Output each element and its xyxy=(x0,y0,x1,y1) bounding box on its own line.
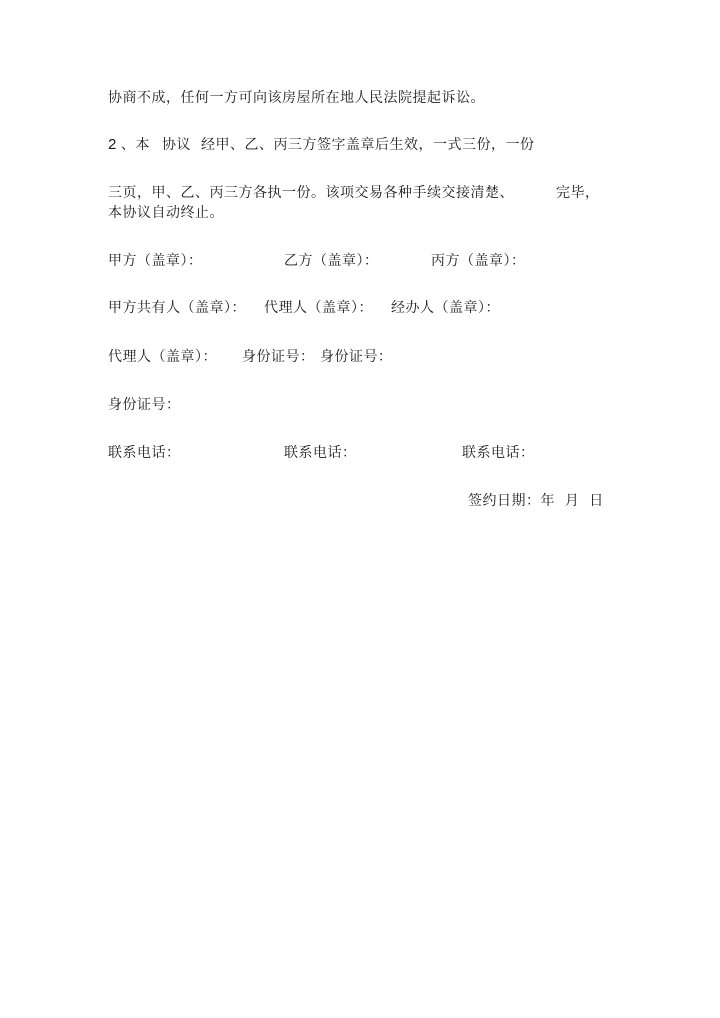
co-owner-seal-label: 甲方共有人（盖章）： xyxy=(108,300,246,316)
party-c-seal-label: 丙方（盖章）： xyxy=(431,253,526,269)
sign-date-label: 签约日期：年 月 日 xyxy=(468,493,604,509)
id-number-label-a: 身份证号： xyxy=(108,397,181,413)
phone-label-b: 联系电话： xyxy=(284,445,357,461)
clause2-number: 2 xyxy=(108,136,117,153)
clause2-line3: 本协议自动终止。 xyxy=(108,205,224,221)
id-number-label-b: 身份证号： xyxy=(242,349,315,365)
party-a-seal-label: 甲方（盖章）： xyxy=(108,253,203,269)
clause2-text-b: 协议 xyxy=(162,137,191,153)
agent-seal-label-b: 代理人（盖章）： xyxy=(264,300,373,316)
clause1-ending: 协商不成，任何一方可向该房屋所在地人民法院提起诉讼。 xyxy=(108,90,485,106)
clause2-line2: 三页，甲、乙、丙三方各执一份。该项交易各种手续交接清楚、 xyxy=(108,185,514,201)
agent-seal-label-a: 代理人（盖章）： xyxy=(108,349,217,365)
clause2-text-c: 经甲、乙、丙三方签字盖章后生效，一式三份，一份 xyxy=(201,137,535,153)
id-number-label-c: 身份证号： xyxy=(320,349,393,365)
phone-label-c: 联系电话： xyxy=(462,445,535,461)
phone-label-a: 联系电话： xyxy=(108,445,181,461)
clause2-line2-end: 完毕， xyxy=(556,185,600,201)
party-b-seal-label: 乙方（盖章）： xyxy=(284,253,379,269)
handler-seal-label: 经办人（盖章）： xyxy=(391,300,500,316)
clause2-text-a: 、本 xyxy=(121,137,150,153)
